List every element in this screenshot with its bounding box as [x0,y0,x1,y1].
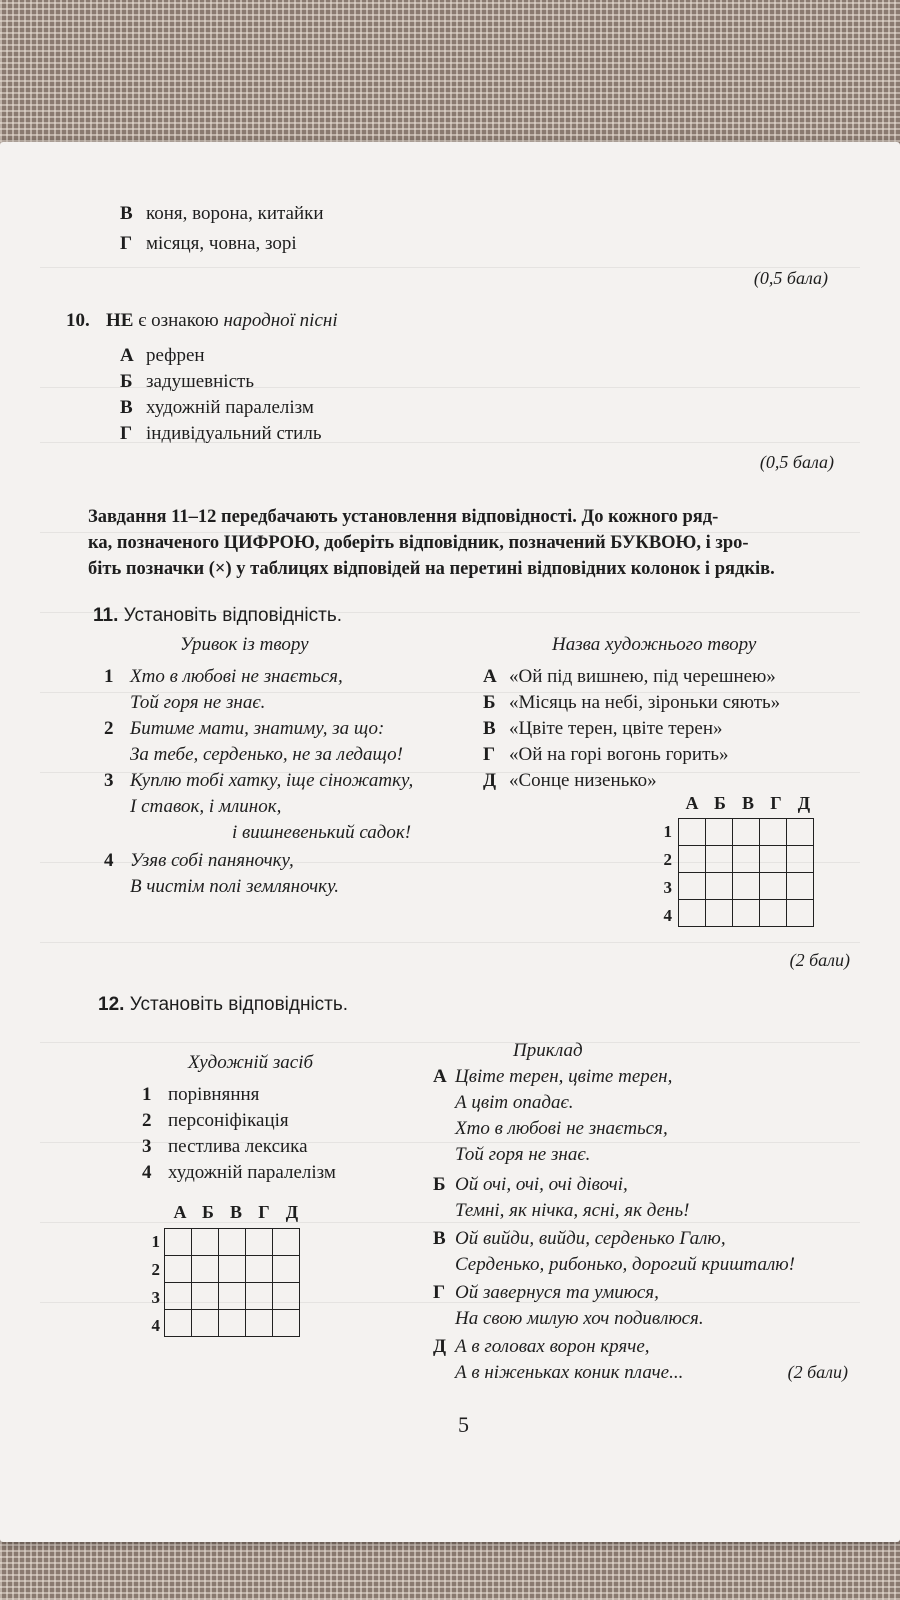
answer-cell[interactable] [706,846,733,873]
answer-cell[interactable] [165,1256,192,1283]
answer-cell[interactable] [165,1229,192,1256]
answer-cell[interactable] [219,1283,246,1310]
q11-excerpt-2: 2 Битиме мати, знатиму, за що: [104,718,385,739]
q12-device-1: 1 порівняння [142,1084,260,1105]
instruction-line: Завдання 11–12 передбачають установлення відповідності. До кожного ряд- [88,507,719,527]
q12-example-d-line: А в ніженьках коник плаче... [455,1362,684,1383]
answer-cell[interactable] [246,1229,273,1256]
answer-cell[interactable] [706,873,733,900]
answer-cell[interactable] [246,1310,273,1337]
answer-cell[interactable] [273,1256,300,1283]
q12-answer-grid [164,1228,300,1337]
instruction-line: ка, позначеного ЦИФРОЮ, доберіть відповідник, позначений БУКВОЮ, і зро- [88,533,749,553]
grid-row-label: 1 [663,822,672,841]
q12-example-a: А Цвіте терен, цвіте терен, [433,1066,673,1087]
q11-excerpt-1: 1 Хто в любові не знається, [104,666,343,687]
answer-cell[interactable] [760,900,787,927]
bleed-through-line [40,1222,860,1223]
answer-cell[interactable] [219,1310,246,1337]
answer-cell[interactable] [246,1283,273,1310]
answer-cell[interactable] [706,819,733,846]
q12-example-v-line: Серденько, рибонько, дорогий кришталю! [455,1254,796,1275]
answer-cell[interactable] [246,1256,273,1283]
answer-cell[interactable] [787,873,814,900]
grid-row-label: 3 [151,1288,160,1307]
q11-title-b: Б «Місяць на небі, зіроньки сяють» [483,692,781,713]
answer-cell[interactable] [787,846,814,873]
bleed-through-line [40,267,860,268]
answer-cell[interactable] [192,1283,219,1310]
q10-question: 10. НЕ є ознакою народної пісні [66,310,338,331]
q12-example-d: Д А в головах ворон кряче, [433,1336,650,1357]
instruction-block [88,504,775,582]
q9-option-g: Г місяця, човна, зорі [120,233,297,254]
q12-example-b: Б Ой очі, очі, очі дівочі, [433,1174,628,1195]
q10-option-b: Б задушевність [120,371,254,392]
answer-cell[interactable] [219,1229,246,1256]
q12-points: (2 бали) [787,1362,848,1382]
answer-cell[interactable] [679,846,706,873]
q11-title: 11. Установіть відповідність. [93,605,343,626]
answer-cell[interactable] [273,1283,300,1310]
answer-cell[interactable] [733,873,760,900]
q12-example-g: Г Ой завернуся та умиюся, [433,1282,659,1303]
q10-option-a: А рефрен [120,345,205,366]
answer-cell[interactable] [165,1310,192,1337]
grid-row-label: 4 [663,906,672,925]
q11-title-g: Г «Ой на горі вогонь горить» [483,744,729,765]
grid-col-label: А [685,793,699,813]
bleed-through-line [40,1042,860,1043]
answer-cell[interactable] [192,1229,219,1256]
q11-excerpt-3-line3: і вишневенький садок! [232,822,412,843]
q12-device-2: 2 персоніфікація [142,1110,289,1131]
page-number: 5 [458,1412,469,1437]
q12-example-g-line: На свою милую хоч подивлюся. [455,1308,704,1329]
grid-row-label: 1 [151,1232,160,1251]
answer-cell[interactable] [679,873,706,900]
answer-cell[interactable] [787,819,814,846]
q11-excerpt-4-line2: В чистім полі земляночку. [130,876,340,897]
q11-title-v: В «Цвіте терен, цвіте терен» [483,718,723,739]
bleed-through-line [40,942,860,943]
grid-col-label: Г [258,1202,270,1222]
grid-row-label: 2 [663,850,672,869]
answer-cell[interactable] [273,1229,300,1256]
grid-col-label: А [173,1202,187,1222]
instruction-line: біть позначки (×) у таблицях відповідей на перетині відповідних колонок і рядків. [88,559,775,579]
grid-col-label: Б [714,793,726,813]
q9-option-v: В коня, ворона, китайки [120,203,324,224]
q12-example-v: В Ой вийди, вийди, серденько Галю, [433,1228,726,1249]
grid-col-label: Д [797,793,811,813]
grid-col-label: Д [285,1202,299,1222]
q12-device-3: 3 пестлива лексика [142,1136,308,1157]
grid-row-label: 2 [151,1260,160,1279]
grid-col-label: Б [202,1202,214,1222]
q11-excerpt-4: 4 Узяв собі паняночку, [104,850,294,871]
q11-grid-header [678,793,818,814]
q11-title-a: А «Ой під вишнею, під черешнею» [483,666,776,687]
answer-cell[interactable] [760,873,787,900]
q10-points: (0,5 бала) [759,452,834,472]
q12-grid-header [166,1202,306,1223]
grid-col-label: В [229,1202,242,1222]
q11-excerpt-3: 3 Куплю тобі хатку, іще сіножатку, [104,770,414,791]
answer-cell[interactable] [192,1310,219,1337]
answer-cell[interactable] [679,900,706,927]
q11-points: (2 бали) [789,950,850,970]
answer-cell[interactable] [733,900,760,927]
answer-cell[interactable] [733,846,760,873]
q11-answer-grid [678,818,814,927]
answer-cell[interactable] [760,846,787,873]
q12-example-a-line: А цвіт опадає. [455,1092,574,1113]
grid-row-label: 3 [663,878,672,897]
q10-option-g: Г індивідуальний стиль [120,423,322,444]
q10-option-v: В художній паралелізм [120,397,314,418]
q12-device-4: 4 художній паралелізм [142,1162,336,1183]
answer-cell[interactable] [165,1283,192,1310]
grid-col-label: В [741,793,754,813]
q11-excerpt-2-line2: За тебе, серденько, не за ледащо! [130,744,403,765]
answer-cell[interactable] [760,819,787,846]
grid-row-label: 4 [151,1316,160,1335]
answer-cell[interactable] [219,1256,246,1283]
q11-excerpt-3-line2: І ставок, і млинок, [130,796,282,817]
answer-cell[interactable] [679,819,706,846]
answer-cell[interactable] [787,900,814,927]
q12-title: 12. Установіть відповідність. [98,994,349,1015]
q12-left-header: Художній засіб [188,1052,314,1073]
q11-right-header: Назва художнього твору [552,634,757,655]
answer-cell[interactable] [733,819,760,846]
q12-right-header: Приклад [513,1040,583,1061]
q12-example-b-line: Темні, як нічка, ясні, як день! [455,1200,690,1221]
q12-example-a-line: Хто в любові не знається, [455,1118,668,1139]
q11-left-header: Уривок із твору [180,634,309,655]
q11-excerpt-1-line2: Той горя не знає. [130,692,266,713]
grid-col-label: Г [770,793,782,813]
q12-example-a-line: Той горя не знає. [455,1144,591,1165]
answer-cell[interactable] [706,900,733,927]
answer-cell[interactable] [273,1310,300,1337]
q11-title-d: Д «Сонце низенько» [483,770,657,791]
q9-points: (0,5 бала) [753,268,828,288]
answer-cell[interactable] [192,1256,219,1283]
exam-page [0,142,900,1542]
